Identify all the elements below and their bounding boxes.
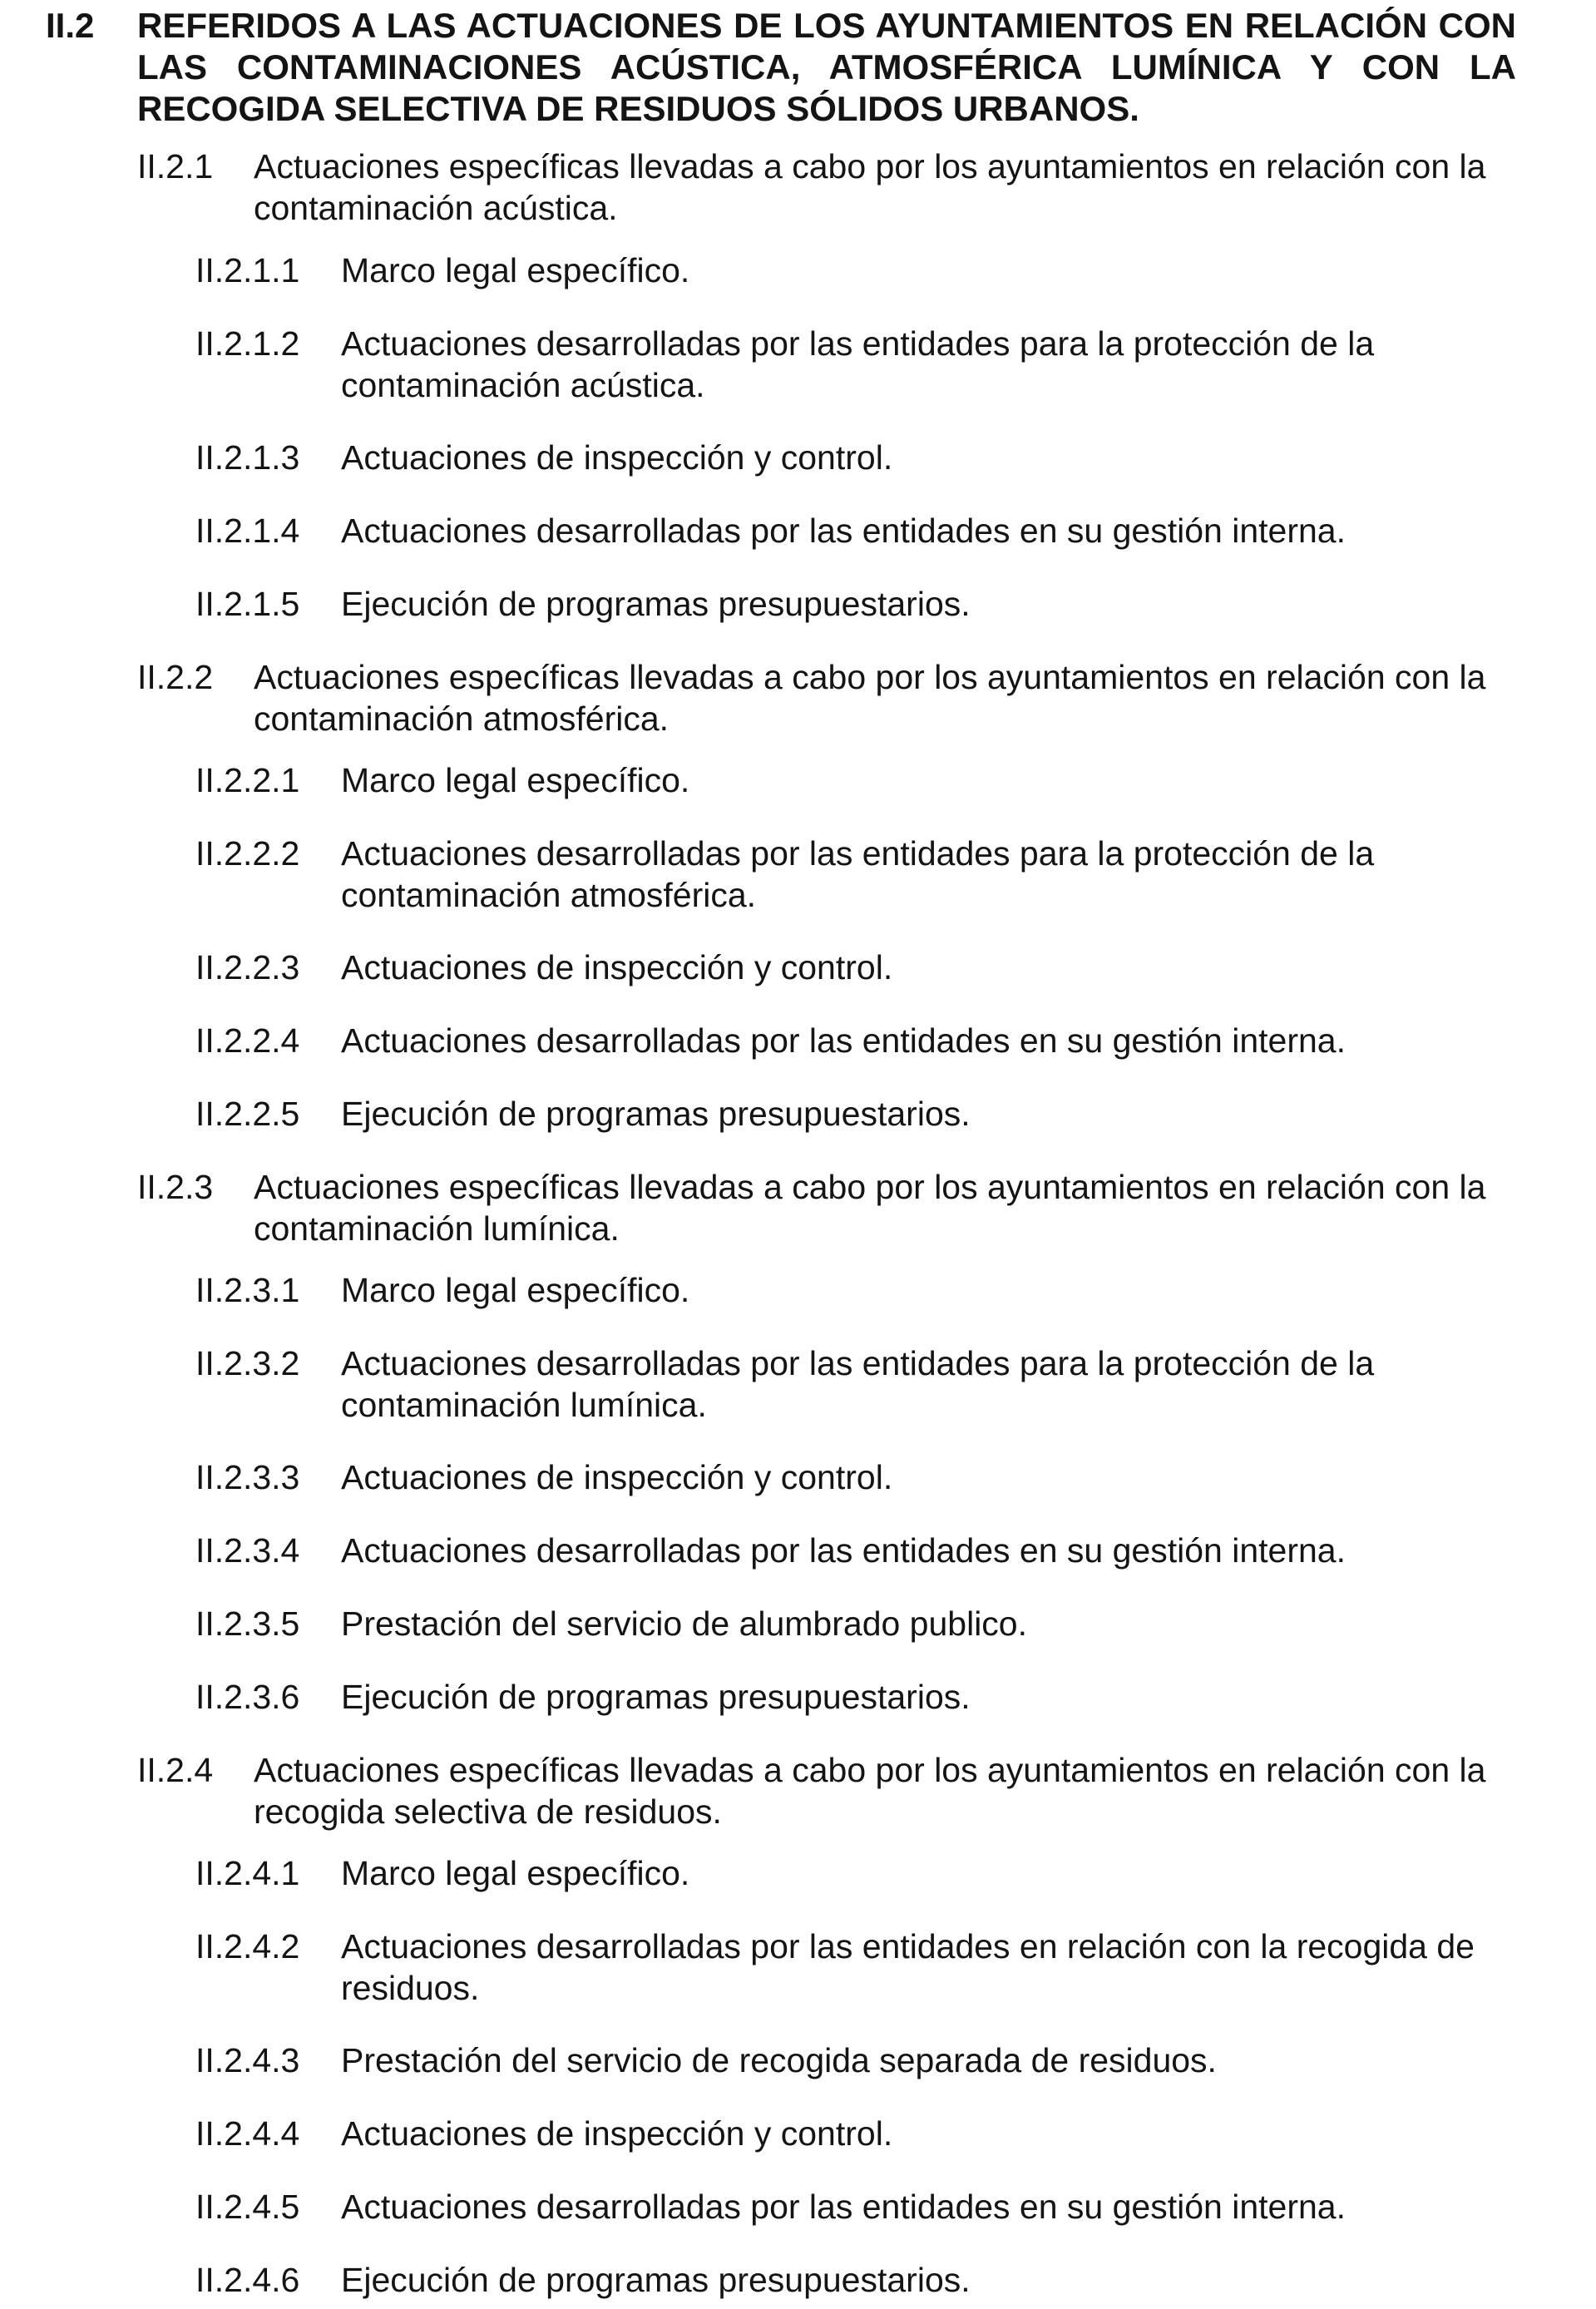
item-number: II.2.1.4 <box>195 512 300 550</box>
item-text: Marco legal específico. <box>341 1854 690 1892</box>
item-number: II.2.2.5 <box>195 1095 300 1133</box>
item-number: II.2.4.6 <box>195 2261 300 2299</box>
item-number: II.2.3.2 <box>195 1344 300 1382</box>
item-text: Prestación del servicio de alumbrado publico. <box>341 1604 1028 1643</box>
item-text: Prestación del servicio de recogida separada de residuos. <box>341 2041 1217 2079</box>
item-text: Actuaciones desarrolladas por las entidades en relación con la recogida de residuos. <box>341 1927 1475 2007</box>
item-number: II.2.4.1 <box>195 1854 300 1892</box>
item-number: II.2.1.2 <box>195 324 300 363</box>
item-number: II.2.3.3 <box>195 1458 300 1496</box>
item-number: II.2.1.3 <box>195 438 300 477</box>
section-number: II.2.2 <box>137 658 214 696</box>
item-text: Marco legal específico. <box>341 251 690 289</box>
item-number: II.2.1.5 <box>195 585 300 623</box>
section-title: Actuaciones específicas llevadas a cabo por los ayuntamientos en relación con la recogida selectiva de residuos. <box>254 1751 1486 1831</box>
item-number: II.2.1.1 <box>195 251 300 289</box>
item-number: II.2.4.5 <box>195 2188 300 2226</box>
item-text: Marco legal específico. <box>341 761 690 799</box>
item-text: Ejecución de programas presupuestarios. <box>341 2261 971 2299</box>
item-number: II.2.2.2 <box>195 834 300 873</box>
item-text: Actuaciones desarrolladas por las entidades en su gestión interna. <box>341 2188 1346 2226</box>
item-text: Ejecución de programas presupuestarios. <box>341 1095 971 1133</box>
item-text: Actuaciones desarrolladas por las entidades en su gestión interna. <box>341 512 1346 550</box>
section-title: Actuaciones específicas llevadas a cabo por los ayuntamientos en relación con la contaminación atmosférica. <box>254 658 1486 738</box>
item-number: II.2.4.3 <box>195 2041 300 2079</box>
chapter-number: II.2 <box>46 6 95 45</box>
item-number: II.2.2.1 <box>195 761 300 799</box>
item-text: Ejecución de programas presupuestarios. <box>341 585 971 623</box>
item-number: II.2.3.4 <box>195 1531 300 1570</box>
section-number: II.2.1 <box>137 147 214 185</box>
item-text: Actuaciones de inspección y control. <box>341 1458 893 1496</box>
item-text: Actuaciones desarrolladas por las entidades en su gestión interna. <box>341 1021 1346 1060</box>
section-title: Actuaciones específicas llevadas a cabo por los ayuntamientos en relación con la contaminación acústica. <box>254 147 1486 227</box>
item-text: Actuaciones desarrolladas por las entidades en su gestión interna. <box>341 1531 1346 1570</box>
item-number: II.2.3.6 <box>195 1678 300 1716</box>
item-number: II.2.4.4 <box>195 2114 300 2153</box>
section-number: II.2.4 <box>137 1751 214 1789</box>
item-number: II.2.2.4 <box>195 1021 300 1060</box>
item-text: Ejecución de programas presupuestarios. <box>341 1678 971 1716</box>
item-text: Actuaciones desarrolladas por las entidades para la protección de la contaminación lumínica. <box>341 1344 1375 1424</box>
section-number: II.2.3 <box>137 1168 214 1206</box>
item-number: II.2.3.5 <box>195 1604 300 1643</box>
section-title: Actuaciones específicas llevadas a cabo por los ayuntamientos en relación con la contaminación lumínica. <box>254 1168 1486 1248</box>
chapter-title: REFERIDOS A LAS ACTUACIONES DE LOS AYUNTAMIENTOS EN RELACIÓN CON LAS CONTAMINACIONES ACÚSTICA, ATMOSFÉRICA LUMÍNICA Y CON LA RECOGIDA SELECTIVA DE RESIDUOS SÓLIDOS URBANOS. <box>137 6 1516 128</box>
item-text: Actuaciones de inspección y control. <box>341 438 893 477</box>
item-number: II.2.2.3 <box>195 948 300 986</box>
item-text: Marco legal específico. <box>341 1271 690 1309</box>
item-text: Actuaciones de inspección y control. <box>341 948 893 986</box>
item-text: Actuaciones de inspección y control. <box>341 2114 893 2153</box>
item-number: II.2.4.2 <box>195 1927 300 1965</box>
item-number: II.2.3.1 <box>195 1271 300 1309</box>
item-text: Actuaciones desarrolladas por las entidades para la protección de la contaminación acústica. <box>341 324 1375 404</box>
item-text: Actuaciones desarrolladas por las entidades para la protección de la contaminación atmosférica. <box>341 834 1375 914</box>
